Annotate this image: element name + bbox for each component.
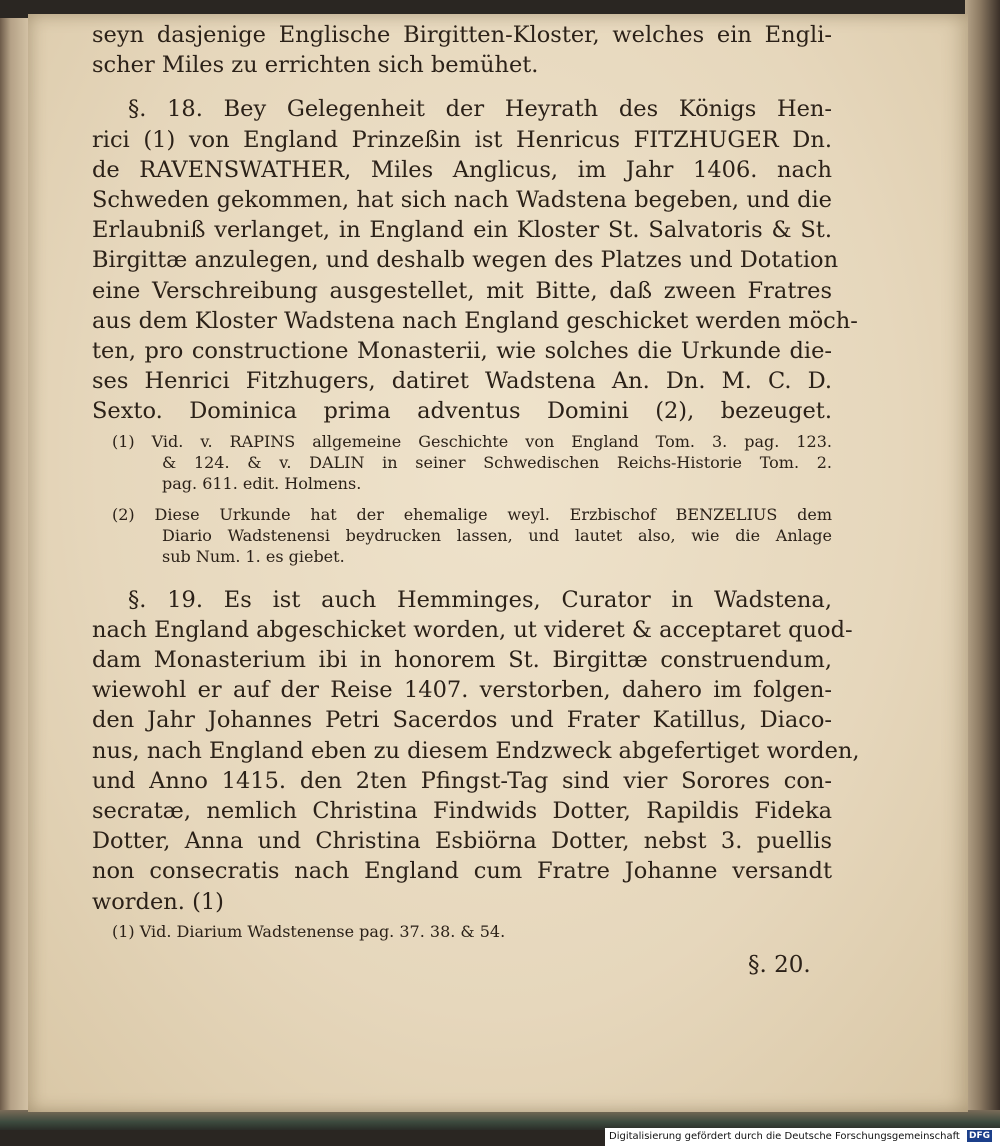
text-line: dam Monasterium ibi in honorem St. Birgittæ construendum,	[92, 647, 832, 674]
page-text-block	[92, 20, 860, 942]
text-line: nus, nach England eben zu diesem Endzweck abgefertiget worden,	[92, 737, 860, 764]
footnote-19-1	[92, 921, 832, 942]
text-line: secratæ, nemlich Christina Findwids Dotter, Rapildis Fideka	[92, 798, 832, 825]
book-page	[28, 14, 968, 1112]
section-19-paragraph	[92, 585, 860, 917]
footnote-line: (1) Vid. v. RAPINS allgemeine Geschichte von England Tom. 3. pag. 123.	[112, 431, 832, 451]
text-line: Erlaubniß verlanget, in England ein Kloster St. Salvatoris & St.	[92, 217, 832, 244]
continuation-paragraph	[92, 20, 832, 80]
digitization-credit	[605, 1128, 1000, 1146]
text-line: eine Verschreibung ausgestellet, mit Bitte, daß zween Fratres	[92, 277, 832, 304]
footnote-18-1	[92, 431, 832, 494]
text-line: ten, pro constructione Monasterii, wie solches die Urkunde die-	[92, 338, 832, 365]
footnote-line: Diario Wadstenensi beydrucken lassen, und lautet also, wie die Anlage	[162, 525, 832, 545]
text-line: Dotter, Anna und Christina Esbiörna Dotter, nebst 3. puellis	[92, 828, 832, 855]
catchword: §. 20.	[748, 952, 811, 978]
text-line: de RAVENSWATHER, Miles Anglicus, im Jahr 1406. nach	[92, 156, 832, 183]
text-line: non consecratis nach England cum Fratre Johanne versandt	[92, 858, 832, 885]
footnote-line: pag. 611. edit. Holmens.	[162, 473, 362, 493]
book-page-edges-right	[965, 0, 1000, 1120]
footnote-line: & 124. & v. DALIN in seiner Schwedischen Reichs-Historie Tom. 2.	[162, 452, 832, 472]
text-line: seyn dasjenige Englische Birgitten-Kloster, welches ein Engli-	[92, 22, 832, 48]
credit-text: Digitalisierung gefördert durch die Deutsche Forschungsgemeinschaft	[609, 1131, 960, 1142]
text-line: Schweden gekommen, hat sich nach Wadstena begeben, und die	[92, 187, 832, 214]
footnote-line: (1) Vid. Diarium Wadstenense pag. 37. 38. & 54.	[112, 921, 506, 941]
text-line: Sexto. Dominica prima adventus Domini (2), bezeuget.	[92, 398, 832, 425]
footnote-line: (2) Diese Urkunde hat der ehemalige weyl. Erzbischof BENZELIUS dem	[112, 504, 832, 524]
text-line: §. 18. Bey Gelegenheit der Heyrath des Königs Hen-	[128, 96, 832, 123]
text-line: und Anno 1415. den 2ten Pfingst-Tag sind vier Sorores con-	[92, 767, 832, 794]
text-line: scher Miles zu errichten sich bemühet.	[92, 52, 539, 79]
text-line: Birgittæ anzulegen, und deshalb wegen des Platzes und Dotation	[92, 247, 839, 274]
section-18-paragraph	[92, 94, 858, 426]
text-line: nach England abgeschicket worden, ut videret & acceptaret quod-	[92, 616, 853, 643]
footnote-18-2	[92, 504, 832, 567]
text-line: wiewohl er auf der Reise 1407. verstorben, dahero im folgen-	[92, 677, 832, 704]
book-cover-edge-bottom	[0, 1110, 1000, 1130]
text-line: rici (1) von England Prinzeßin ist Henricus FITZHUGER Dn.	[92, 126, 832, 153]
book-spine-edge-left	[0, 18, 30, 1118]
text-line: den Jahr Johannes Petri Sacerdos und Frater Katillus, Diaco-	[92, 707, 832, 734]
footnote-line: sub Num. 1. es giebet.	[162, 546, 345, 566]
dfg-logo-icon: DFG	[969, 1131, 991, 1141]
text-line: worden. (1)	[92, 888, 224, 915]
text-line: ses Henrici Fitzhugers, datiret Wadstena An. Dn. M. C. D.	[92, 368, 832, 395]
text-line: §. 19. Es ist auch Hemminges, Curator in Wadstena,	[128, 586, 832, 613]
text-line: aus dem Kloster Wadstena nach England geschicket werden möch-	[92, 307, 858, 334]
